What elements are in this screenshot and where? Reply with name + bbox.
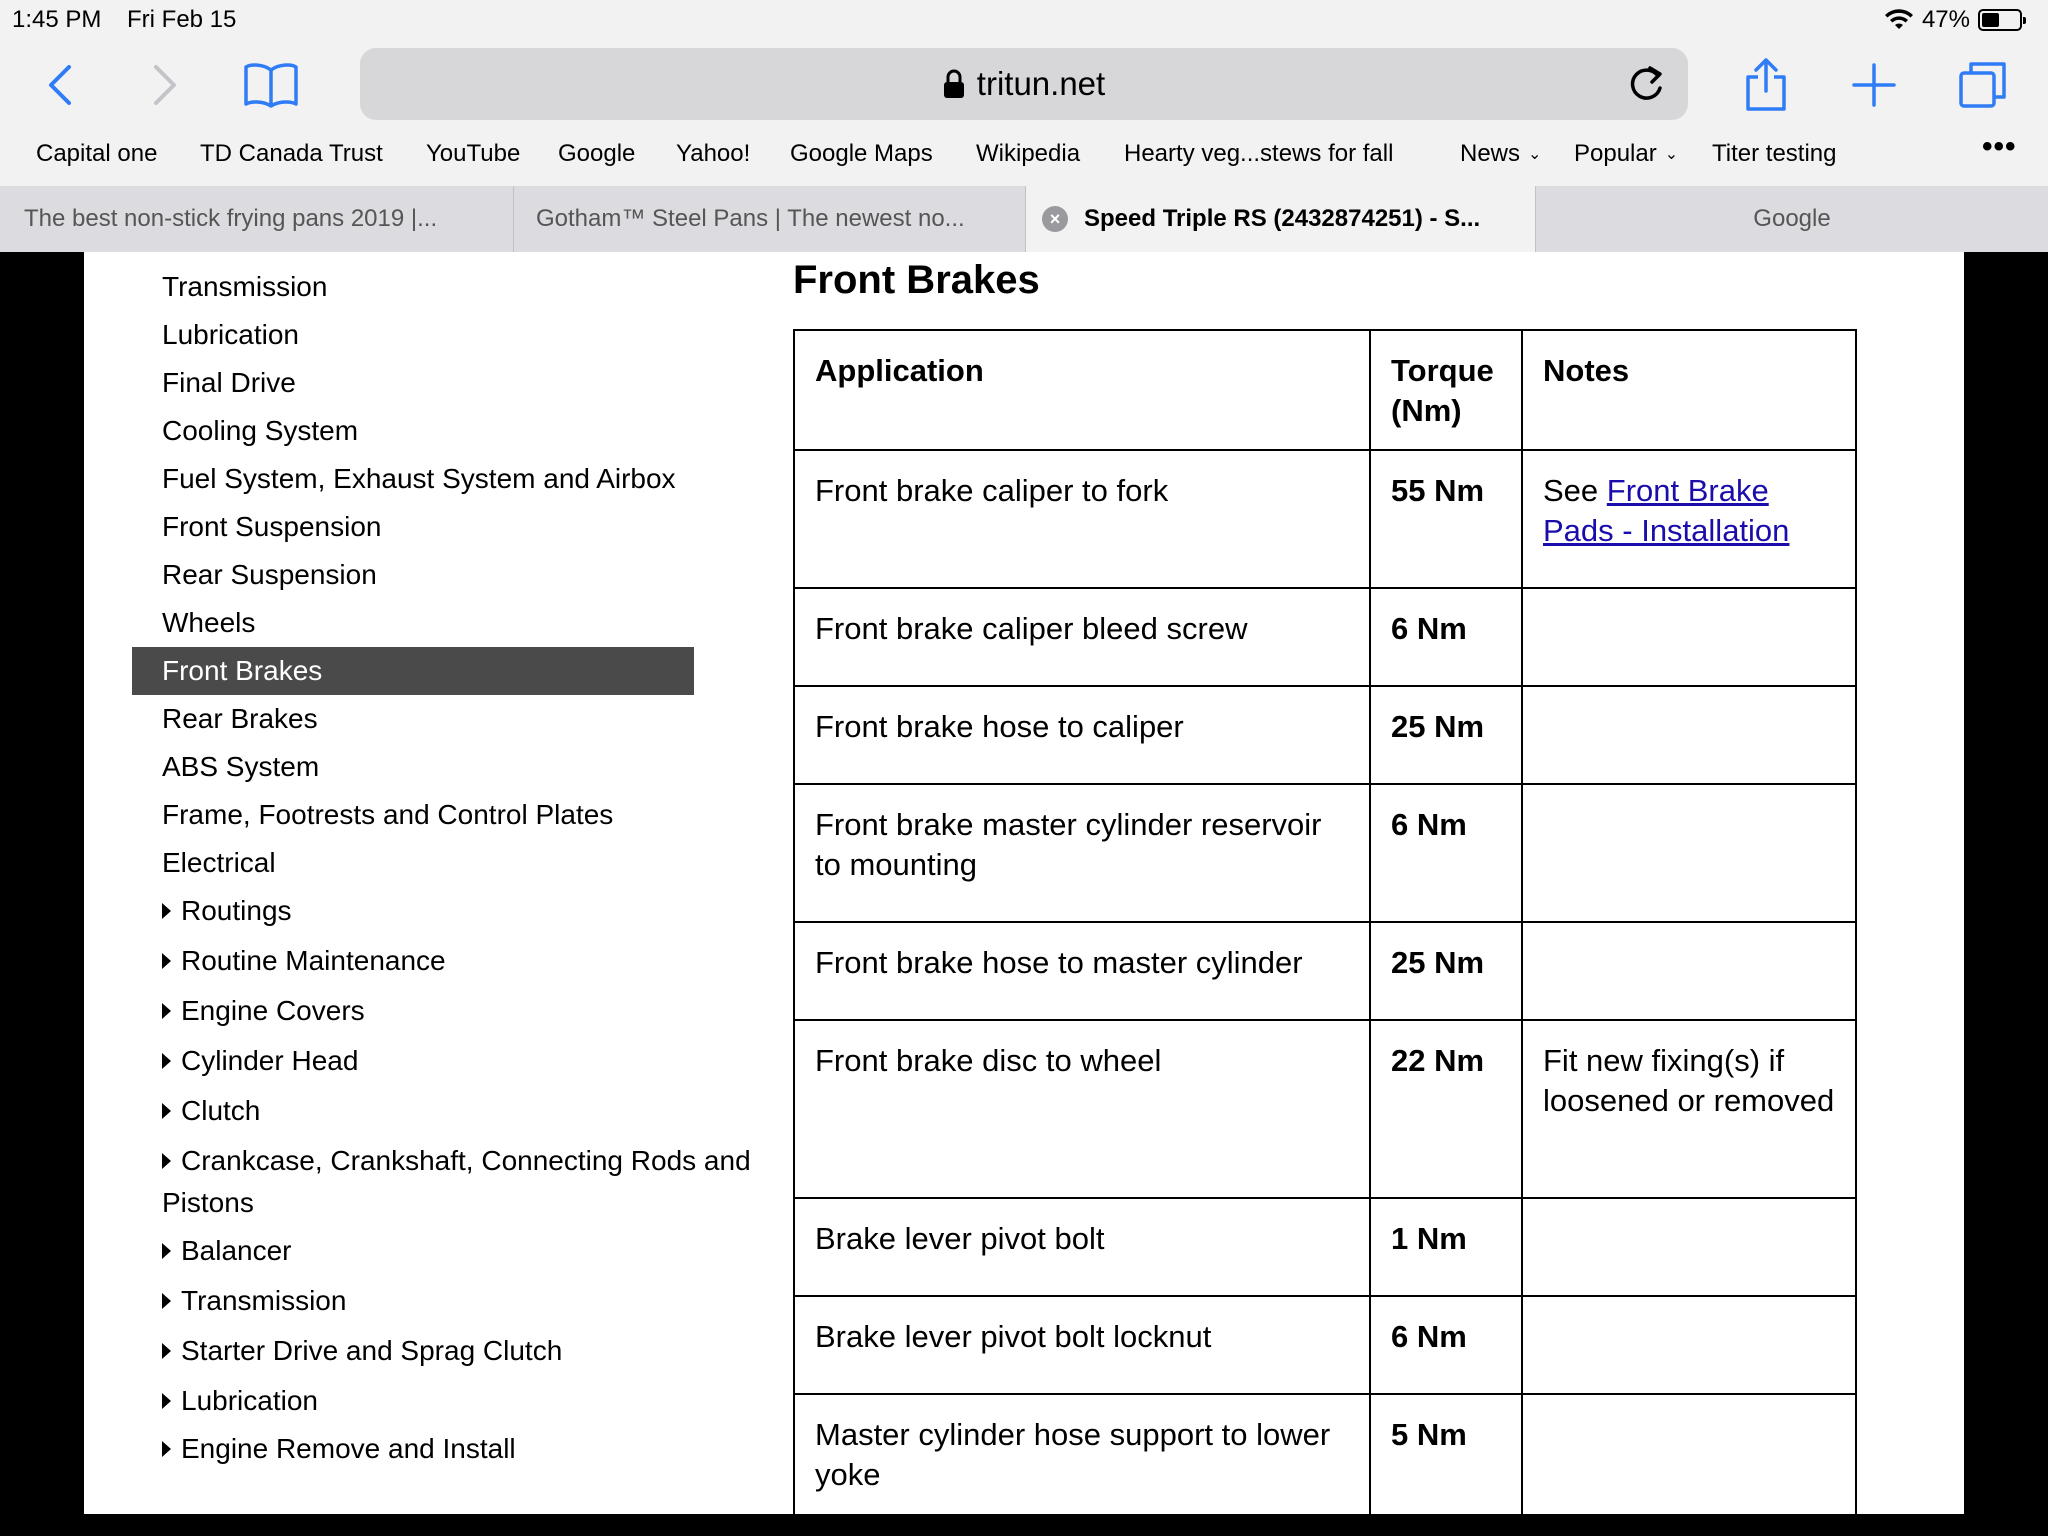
cell-torque: 25 Nm — [1370, 686, 1522, 784]
status-indicators — [1884, 6, 2022, 34]
expand-triangle-icon — [162, 1003, 171, 1019]
expand-triangle-icon — [162, 1441, 171, 1457]
browser-chrome — [0, 0, 2048, 252]
table-row — [794, 1198, 1856, 1296]
nav-item-cooling-system[interactable]: Cooling System — [162, 415, 359, 446]
nav-section-clutch[interactable] — [162, 1086, 742, 1136]
lock-icon — [943, 69, 965, 99]
nav-section-engine-covers[interactable] — [162, 986, 742, 1036]
nav-section-label: Cylinder Head — [181, 1045, 359, 1076]
nav-item-frame-footrests[interactable]: Frame, Footrests and Control Plates — [162, 799, 614, 830]
cell-torque: 6 Nm — [1370, 588, 1522, 686]
notes-prefix: See — [1543, 473, 1607, 508]
manual-navigation — [84, 252, 751, 1464]
cell-application: Front brake disc to wheel — [794, 1020, 1370, 1198]
tab-google[interactable] — [1536, 186, 2048, 252]
bookmark-folder-news[interactable] — [1460, 140, 1541, 168]
bookmark-folder-label: News — [1460, 140, 1521, 167]
bookmark-td-canada-trust[interactable]: TD Canada Trust — [200, 140, 383, 167]
expand-triangle-icon — [162, 1103, 171, 1119]
nav-item-rear-brakes[interactable]: Rear Brakes — [162, 703, 318, 734]
bookmark-titer-testing[interactable]: Titer testing — [1712, 140, 1837, 167]
page-title: Front Brakes — [793, 258, 1040, 302]
cell-notes — [1522, 922, 1856, 1020]
tab-frying-pans[interactable] — [0, 186, 514, 252]
status-date: Fri Feb 15 — [127, 6, 237, 33]
cell-application: Brake lever pivot bolt locknut — [794, 1296, 1370, 1394]
cell-application: Front brake hose to caliper — [794, 686, 1370, 784]
tab-title: Speed Triple RS (2432874251) - S... — [1084, 205, 1481, 232]
expand-triangle-icon — [162, 1343, 171, 1359]
chevron-left-icon — [45, 63, 75, 107]
battery-icon — [1978, 9, 2022, 31]
reload-icon — [1624, 62, 1668, 106]
nav-item-front-suspension[interactable]: Front Suspension — [162, 511, 382, 542]
expand-triangle-icon — [162, 1153, 171, 1169]
cell-notes — [1522, 1296, 1856, 1394]
cell-torque: 55 Nm — [1370, 450, 1522, 588]
bookmark-google-maps[interactable]: Google Maps — [790, 140, 933, 167]
share-button[interactable] — [1731, 50, 1801, 120]
battery-percent: 47% — [1921, 6, 1970, 33]
tab-title: Gotham™ Steel Pans | The newest no... — [536, 205, 965, 232]
table-row — [794, 1296, 1856, 1394]
tabs-overview-button[interactable] — [1948, 50, 2018, 120]
chevron-down-icon: ⌄ — [1664, 146, 1679, 163]
bookmarks-bar — [0, 130, 2048, 184]
expand-triangle-icon — [162, 1393, 171, 1409]
cell-application: Master cylinder hose support to lower yoke — [794, 1394, 1370, 1532]
nav-item-lubrication[interactable]: Lubrication — [162, 319, 299, 350]
table-row — [794, 1020, 1856, 1198]
cell-application: Front brake hose to master cylinder — [794, 922, 1370, 1020]
close-icon[interactable]: × — [1042, 206, 1068, 232]
url-text: tritun.net — [976, 65, 1106, 102]
cell-notes — [1522, 1198, 1856, 1296]
expand-triangle-icon — [162, 1053, 171, 1069]
back-button[interactable] — [25, 50, 95, 120]
cell-notes — [1522, 686, 1856, 784]
nav-item-wheels[interactable]: Wheels — [162, 607, 256, 638]
expand-triangle-icon — [162, 953, 171, 969]
nav-section-label: Engine Remove and Install — [181, 1433, 516, 1464]
cell-notes — [1522, 1394, 1856, 1532]
chevron-right-icon — [150, 63, 180, 107]
column-header-torque-line1: Torque — [1391, 353, 1494, 388]
plus-icon — [1852, 63, 1896, 107]
nav-section-label: Routine Maintenance — [181, 945, 446, 976]
nav-section-cylinder-head[interactable] — [162, 1036, 742, 1086]
bookmark-folder-popular[interactable] — [1574, 140, 1678, 168]
nav-section-label: Starter Drive and Sprag Clutch — [181, 1335, 563, 1366]
table-row — [794, 784, 1856, 922]
nav-section-balancer[interactable] — [162, 1226, 742, 1276]
bookmark-folder-label: Popular — [1574, 140, 1657, 167]
tabs-icon — [1958, 60, 2008, 110]
nav-section-transmission[interactable] — [162, 1276, 742, 1326]
web-page — [84, 252, 1964, 1514]
bookmark-wikipedia[interactable]: Wikipedia — [976, 140, 1081, 167]
table-row — [794, 686, 1856, 784]
nav-section-label: Clutch — [181, 1095, 261, 1126]
column-header-application: Application — [794, 330, 1370, 450]
nav-section-label: Routings — [181, 895, 292, 926]
nav-item-fuel-system[interactable]: Fuel System, Exhaust System and Airbox — [162, 463, 676, 494]
cell-application: Front brake caliper to fork — [794, 450, 1370, 588]
nav-section-label: Crankcase, Crankshaft, Connecting Rods and — [181, 1145, 751, 1176]
nav-item-electrical[interactable]: Electrical — [162, 847, 276, 878]
main-content — [793, 252, 1873, 1492]
cell-torque: 6 Nm — [1370, 1296, 1522, 1394]
cell-application: Front brake master cylinder reservoir to mounting — [794, 784, 1370, 922]
tab-title: The best non-stick frying pans 2019 |... — [24, 205, 438, 232]
expand-triangle-icon — [162, 903, 171, 919]
expand-triangle-icon — [162, 1293, 171, 1309]
bookmark-google[interactable]: Google — [558, 140, 636, 167]
cell-application: Front brake caliper bleed screw — [794, 588, 1370, 686]
nav-item-transmission[interactable]: Transmission — [162, 271, 328, 302]
status-bar — [0, 0, 2048, 40]
nav-section-routine-maintenance[interactable] — [162, 936, 742, 986]
cell-torque: 25 Nm — [1370, 922, 1522, 1020]
nav-section-label: Engine Covers — [181, 995, 365, 1026]
cell-notes: Fit new fixing(s) if loosened or removed — [1522, 1020, 1856, 1198]
bookmark-capital-one[interactable]: Capital one — [36, 140, 158, 167]
column-header-notes: Notes — [1522, 330, 1856, 450]
chevron-down-icon: ⌄ — [1528, 146, 1542, 163]
cell-torque: 5 Nm — [1370, 1394, 1522, 1532]
table-row — [794, 1394, 1856, 1532]
tab-speed-triple[interactable] — [1026, 186, 1536, 252]
nav-section-routings[interactable] — [162, 886, 742, 936]
tab-strip — [0, 186, 2048, 252]
forward-button[interactable] — [130, 50, 200, 120]
front-brake-pads-installation-link[interactable]: Front Brake Pads - Installation — [1543, 473, 1790, 548]
bookmark-yahoo[interactable]: Yahoo! — [676, 140, 751, 167]
nav-section-lubrication[interactable] — [162, 1376, 742, 1426]
nav-section-label: Transmission — [181, 1285, 347, 1316]
table-row — [794, 450, 1856, 588]
wifi-icon — [1884, 8, 1914, 32]
nav-section-engine-remove[interactable] — [162, 1424, 742, 1474]
cell-application: Brake lever pivot bolt — [794, 1198, 1370, 1296]
nav-item-front-brakes[interactable]: Front Brakes — [132, 647, 694, 695]
nav-item-final-drive[interactable]: Final Drive — [162, 367, 296, 398]
nav-item-rear-suspension[interactable]: Rear Suspension — [162, 559, 377, 590]
cell-torque: 6 Nm — [1370, 784, 1522, 922]
battery-level — [1982, 13, 1999, 27]
reload-button[interactable] — [1624, 62, 1668, 106]
cell-notes — [1522, 588, 1856, 686]
tab-gotham-steel[interactable] — [514, 186, 1026, 252]
cell-notes — [1522, 450, 1856, 588]
browser-toolbar — [0, 40, 2048, 130]
tab-title: Google — [1753, 205, 1831, 232]
nav-section-label: Balancer — [181, 1235, 292, 1266]
more-icon[interactable]: ••• — [1982, 130, 2017, 163]
bookmark-youtube[interactable]: YouTube — [426, 140, 521, 167]
cell-torque: 22 Nm — [1370, 1020, 1522, 1198]
share-icon — [1744, 57, 1788, 113]
table-header-row — [794, 330, 1856, 450]
cell-notes — [1522, 784, 1856, 922]
bookmarks-button[interactable] — [236, 50, 306, 120]
nav-section-starter-drive[interactable] — [162, 1326, 742, 1376]
nav-item-abs-system[interactable]: ABS System — [162, 751, 320, 782]
nav-section-crankcase-continued[interactable]: Pistons — [162, 1187, 254, 1218]
table-row — [794, 588, 1856, 686]
new-tab-button[interactable] — [1839, 50, 1909, 120]
column-header-torque — [1370, 330, 1522, 450]
bookmark-hearty-veg[interactable]: Hearty veg...stews for fall — [1124, 140, 1394, 167]
status-time: 1:45 PM — [12, 6, 102, 33]
table-row — [794, 922, 1856, 1020]
cell-torque: 1 Nm — [1370, 1198, 1522, 1296]
address-display — [360, 48, 1688, 120]
nav-section-label: Lubrication — [181, 1385, 318, 1416]
address-bar[interactable] — [360, 48, 1688, 120]
torque-table — [793, 329, 1857, 1533]
book-icon — [243, 62, 299, 108]
column-header-torque-line2: (Nm) — [1391, 393, 1462, 428]
expand-triangle-icon — [162, 1243, 171, 1259]
